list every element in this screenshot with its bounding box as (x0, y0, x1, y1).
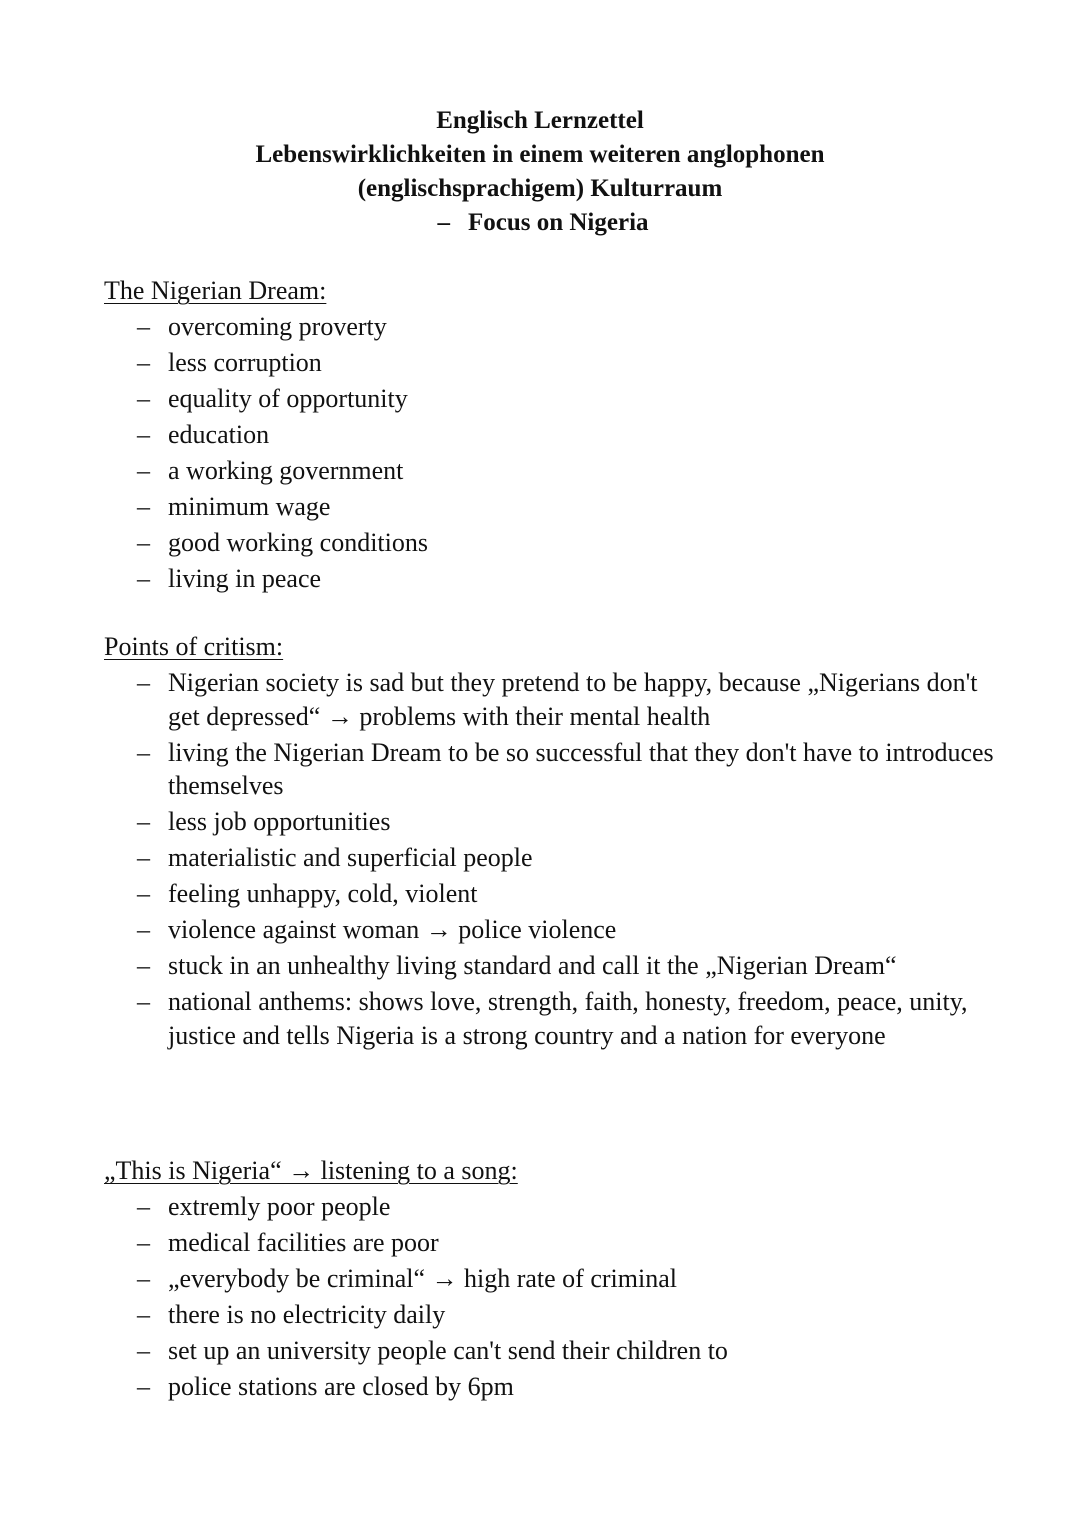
list-item (104, 805, 1004, 839)
bullet-dash: – (137, 668, 150, 697)
document-title (0, 104, 1080, 240)
list-item-text: feeling unhappy, cold, violent (168, 879, 478, 908)
bullet-dash: – (137, 843, 150, 872)
bullet-list (104, 1190, 1004, 1404)
bullet-dash: – (137, 1372, 150, 1401)
list-item (104, 562, 1004, 596)
list-item (104, 985, 1004, 1052)
bullet-dash: – (137, 951, 150, 980)
bullet-dash: – (137, 1264, 150, 1293)
section-nigerian-dream (104, 274, 1004, 598)
bullet-dash: – (137, 807, 150, 836)
bullet-dash: – (137, 456, 150, 485)
bullet-list (104, 310, 1004, 596)
list-item (104, 526, 1004, 560)
list-item-text: living the Nigerian Dream to be so successful that they don't have to introduces themselves (168, 737, 994, 800)
list-item-text: education (168, 420, 270, 449)
bullet-dash: – (137, 1336, 150, 1365)
bullet-dash: – (137, 384, 150, 413)
title-line-4-text: Focus on Nigeria (467, 209, 649, 236)
list-item-text: less job opportunities (168, 807, 391, 836)
list-item-text: equality of opportunity (168, 384, 408, 413)
list-item (104, 1334, 1004, 1368)
list-item-text: stuck in an unhealthy living standard and call it the „Nigerian Dream“ (168, 951, 897, 980)
bullet-dash: – (137, 420, 150, 449)
bullet-dash: – (137, 1300, 150, 1329)
list-item-text: there is no electricity daily (168, 1300, 446, 1329)
list-item-text: less corruption (168, 348, 322, 377)
bullet-dash: – (137, 987, 150, 1016)
section-heading: „This is Nigeria“ → listening to a song: (104, 1156, 518, 1185)
bullet-list (104, 666, 1004, 1052)
list-item-text: Nigerian society is sad but they pretend to be happy, because „Nigerians don't get depressed“ → problems with their mental health (168, 668, 978, 731)
list-item-text: a working government (168, 456, 404, 485)
bullet-dash: – (137, 915, 150, 944)
list-item (104, 841, 1004, 875)
list-item-text: police stations are closed by 6pm (168, 1372, 514, 1401)
bullet-dash: – (137, 492, 150, 521)
list-item (104, 1190, 1004, 1224)
title-line-4 (0, 206, 1080, 240)
bullet-dash: – (137, 1192, 150, 1221)
list-item-text: overcoming proverty (168, 312, 387, 341)
title-line-2: Lebenswirklichkeiten in einem weiteren anglophonen (255, 141, 825, 168)
list-item-text: „everybody be criminal“ → high rate of criminal (168, 1264, 677, 1293)
title-line-3: (englischsprachigem) Kulturraum (357, 175, 723, 202)
list-item (104, 310, 1004, 344)
section-this-is-nigeria (104, 1154, 1004, 1406)
list-item (104, 949, 1004, 983)
list-item-text: materialistic and superficial people (168, 843, 533, 872)
list-item (104, 346, 1004, 380)
list-item (104, 418, 1004, 452)
bullet-dash: – (137, 528, 150, 557)
list-item-text: medical facilities are poor (168, 1228, 439, 1257)
list-item-text: violence against woman → police violence (168, 915, 617, 944)
title-line-1: Englisch Lernzettel (436, 107, 644, 134)
list-item (104, 1370, 1004, 1404)
bullet-dash: – (137, 348, 150, 377)
list-item (104, 736, 1004, 803)
bullet-dash: – (137, 879, 150, 908)
list-item (104, 1298, 1004, 1332)
list-item-text: living in peace (168, 564, 322, 593)
section-heading: The Nigerian Dream: (104, 276, 327, 305)
list-item (104, 1226, 1004, 1260)
list-item (104, 913, 1004, 947)
list-item-text: good working conditions (168, 528, 428, 557)
list-item-text: national anthems: shows love, strength, faith, honesty, freedom, peace, unity, justice and tells Nigeria is a strong country and a nation for everyone (168, 987, 968, 1050)
bullet-dash: – (137, 1228, 150, 1257)
list-item-text: extremly poor people (168, 1192, 391, 1221)
bullet-dash: – (137, 737, 150, 767)
bullet-dash: – (137, 564, 150, 593)
list-item (104, 1262, 1004, 1296)
list-item-text: minimum wage (168, 492, 331, 521)
list-item (104, 454, 1004, 488)
bullet-dash: – (137, 312, 150, 341)
list-item (104, 877, 1004, 911)
list-item (104, 382, 1004, 416)
section-heading: Points of critism: (104, 632, 284, 661)
list-item (104, 490, 1004, 524)
list-item-text: set up an university people can't send their children to (168, 1336, 728, 1365)
list-item (104, 666, 1004, 733)
title-dash: – (437, 209, 450, 236)
section-points-of-critism (104, 630, 1004, 1055)
